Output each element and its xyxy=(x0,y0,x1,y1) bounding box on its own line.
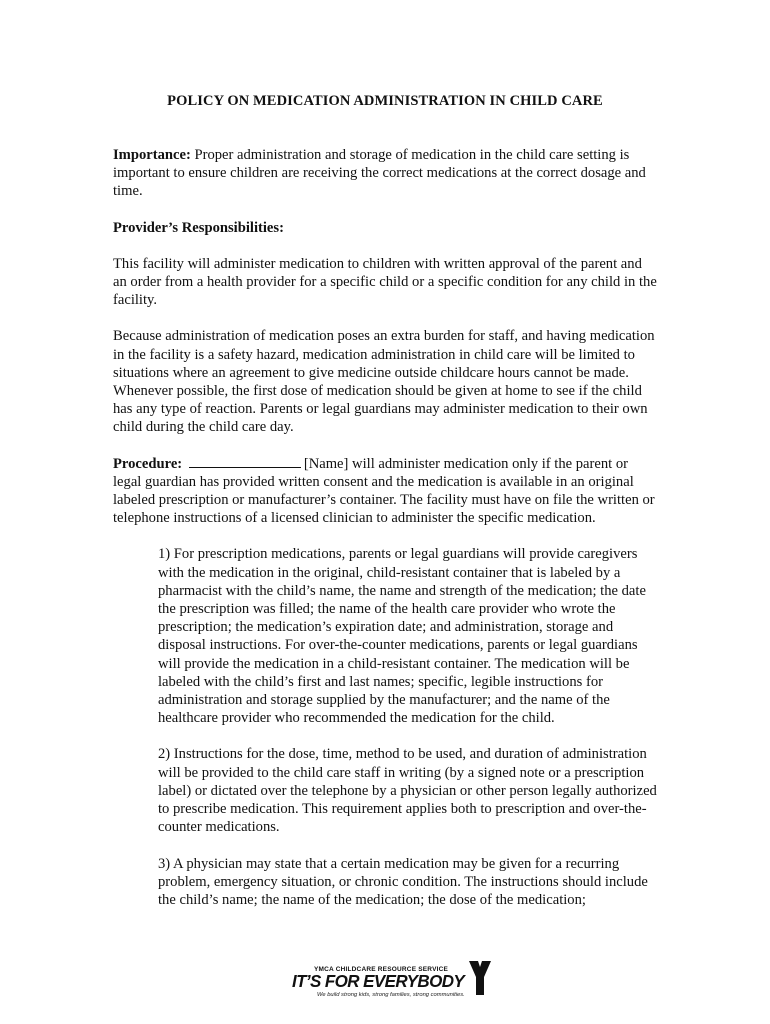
footer xyxy=(0,958,770,1008)
document-title: POLICY ON MEDICATION ADMINISTRATION IN CHILD CARE xyxy=(167,93,603,109)
footer-slogan: IT’S FOR EVERYBODY xyxy=(292,971,465,992)
responsibilities-paragraph-1: This facility will administer medication to children with written approval of the parent and an order from a health provider for a specific child or a specific condition for any child in the facility. xyxy=(113,255,657,309)
name-blank-line xyxy=(189,455,301,468)
responsibilities-paragraph-2: Because administration of medication poses an extra burden for staff, and having medication in the facility is a safety hazard, medication administration in child care will be limited to situations where an agreement to give medicine outside childcare hours cannot be made. Whenever possible, the first dose of medication should be given at home to see if the child has any type of reaction. Parents or legal guardians may administer medication to their own child during the child care day. xyxy=(113,328,655,436)
procedure-item-3: 3) A physician may state that a certain medication may be given for a recurring problem, emergency situation, or chronic condition. The instructions should include the child’s name; the name of the medication; the dose of the medication; xyxy=(158,855,648,908)
procedure-label: Procedure: xyxy=(113,455,183,472)
footer-service-name: YMCA CHILDCARE RESOURCE SERVICE xyxy=(314,966,449,973)
importance-label: Importance: xyxy=(113,147,191,163)
importance-text: Proper administration and storage of medication in the child care setting is important to ensure children are receiving the correct medications at the correct dosage and time. xyxy=(113,147,646,200)
procedure-text: [Name] will administer medication only if the parent or legal guardian has provided written consent and the medication is available in an original labeled prescription or manufacturer’s container. The facility must have on file the written or telephone instructions of a licensed clinician to administer the specific medication. xyxy=(113,455,655,527)
document-body xyxy=(113,146,658,927)
procedure-item-1: 1) For prescription medications, parents or legal guardians will provide caregivers with the medication in the original, child-resistant container that is labeled by a pharmacist with the child’s name, the name and strength of the medication; the date the prescription was filled; the name of the health care provider who wrote the prescription; the medication’s expiration date; and administration, storage and disposal instructions. For over-the-counter medications, parents or legal guardians will provide the medication in a child-resistant container. The medication will be labeled with the child’s first and last names; specific, legible instructions for administration and storage supplied by the manufacturer; and the name of the healthcare provider who recommended the medication for the child. xyxy=(158,546,646,727)
ymca-footer-logo xyxy=(292,958,502,1008)
procedure-item-2: 2) Instructions for the dose, time, method to be used, and duration of administration will be provided to the child care staff in writing (by a signed note or a prescription label) or dictated over the telephone by a physician or other person legally authorized to prescribe medication. This requirement applies both to prescription and over-the-counter medications. xyxy=(158,746,657,836)
importance-paragraph xyxy=(113,146,658,201)
footer-tagline: We build strong kids, strong families, strong communities. xyxy=(317,992,465,998)
procedure-paragraph xyxy=(113,455,658,528)
responsibilities-heading: Provider’s Responsibilities: xyxy=(113,219,284,236)
ymca-y-logo-icon xyxy=(469,961,491,995)
